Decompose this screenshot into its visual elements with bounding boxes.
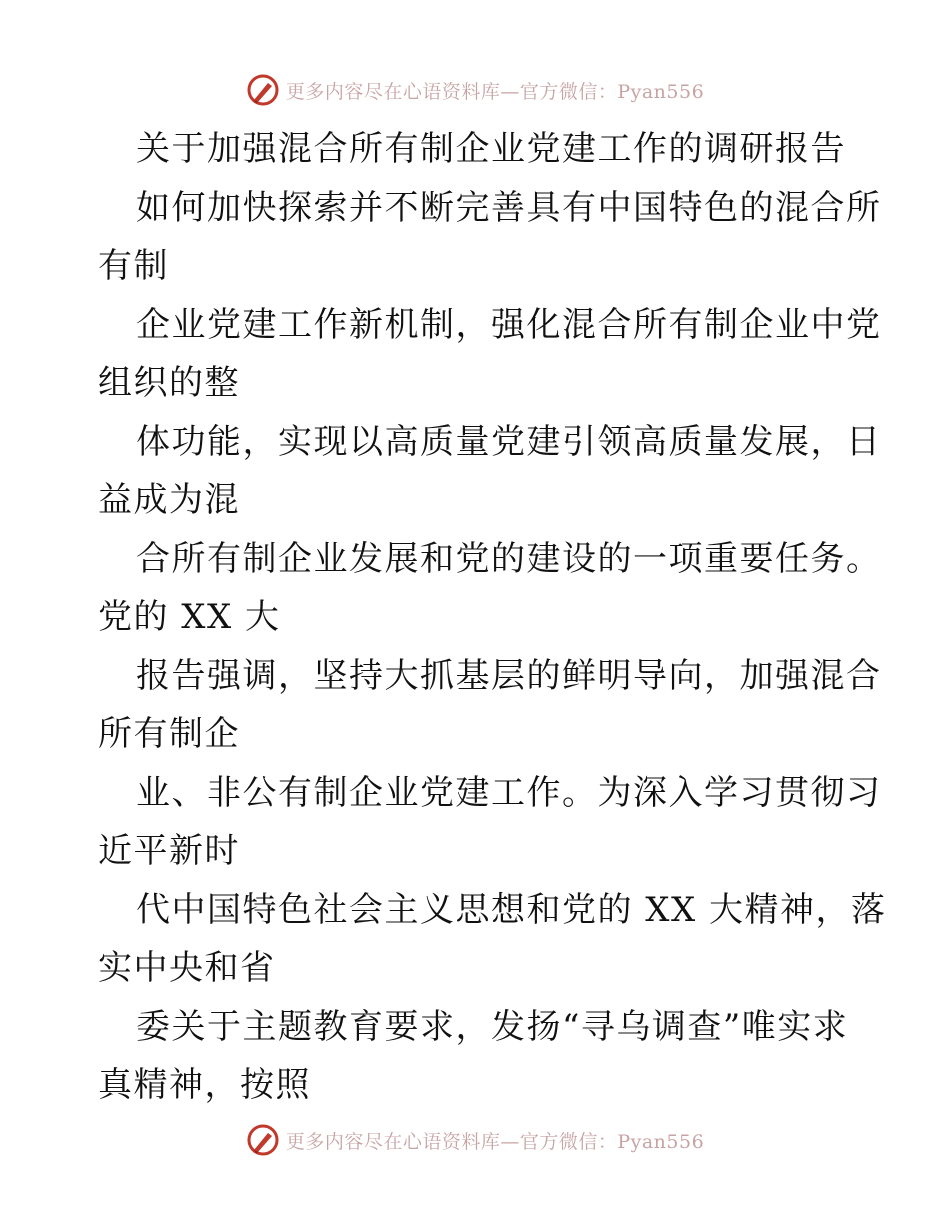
text-line: 如何加快探索并不断完善具有中国特色的混合所: [136, 187, 882, 228]
pen-logo-icon: [246, 73, 280, 107]
text-line: 体功能，实现以高质量党建引领高质量发展，日: [136, 421, 882, 462]
text-line: 近平新时: [98, 831, 240, 871]
text-line: 委关于主题教育要求，发扬“寻乌调查”唯实求: [136, 1006, 849, 1047]
document-title: 关于加强混合所有制企业党建工作的调研报告: [136, 129, 846, 169]
footer-watermark: [0, 1120, 950, 1160]
text-line: 代中国特色社会主义思想和党的 XX 大精神，落: [136, 889, 887, 930]
text-line: 所有制企: [98, 714, 240, 754]
document-body: [98, 120, 887, 1115]
text-line: 有制: [98, 246, 169, 286]
text-line: 企业党建工作新机制，强化混合所有制企业中党: [136, 304, 882, 345]
pen-logo-icon: [246, 1123, 280, 1157]
text-line: 真精神，按照: [98, 1065, 311, 1105]
text-line: 合所有制企业发展和党的建设的一项重要任务。: [136, 538, 882, 579]
text-line: 业、非公有制企业党建工作。为深入学习贯彻习: [136, 772, 882, 813]
header-watermark: [0, 70, 950, 110]
watermark-text: 更多内容尽在心语资料库—官方微信：Pyan556: [285, 80, 705, 103]
text-line: 党的 XX 大: [98, 597, 281, 637]
text-line: 报告强调，坚持大抓基层的鲜明导向，加强混合: [136, 655, 882, 696]
text-line: 实中央和省: [98, 948, 276, 988]
watermark-text: 更多内容尽在心语资料库—官方微信：Pyan556: [285, 1130, 705, 1153]
text-line: 益成为混: [98, 480, 240, 520]
text-line: 组织的整: [98, 363, 240, 403]
